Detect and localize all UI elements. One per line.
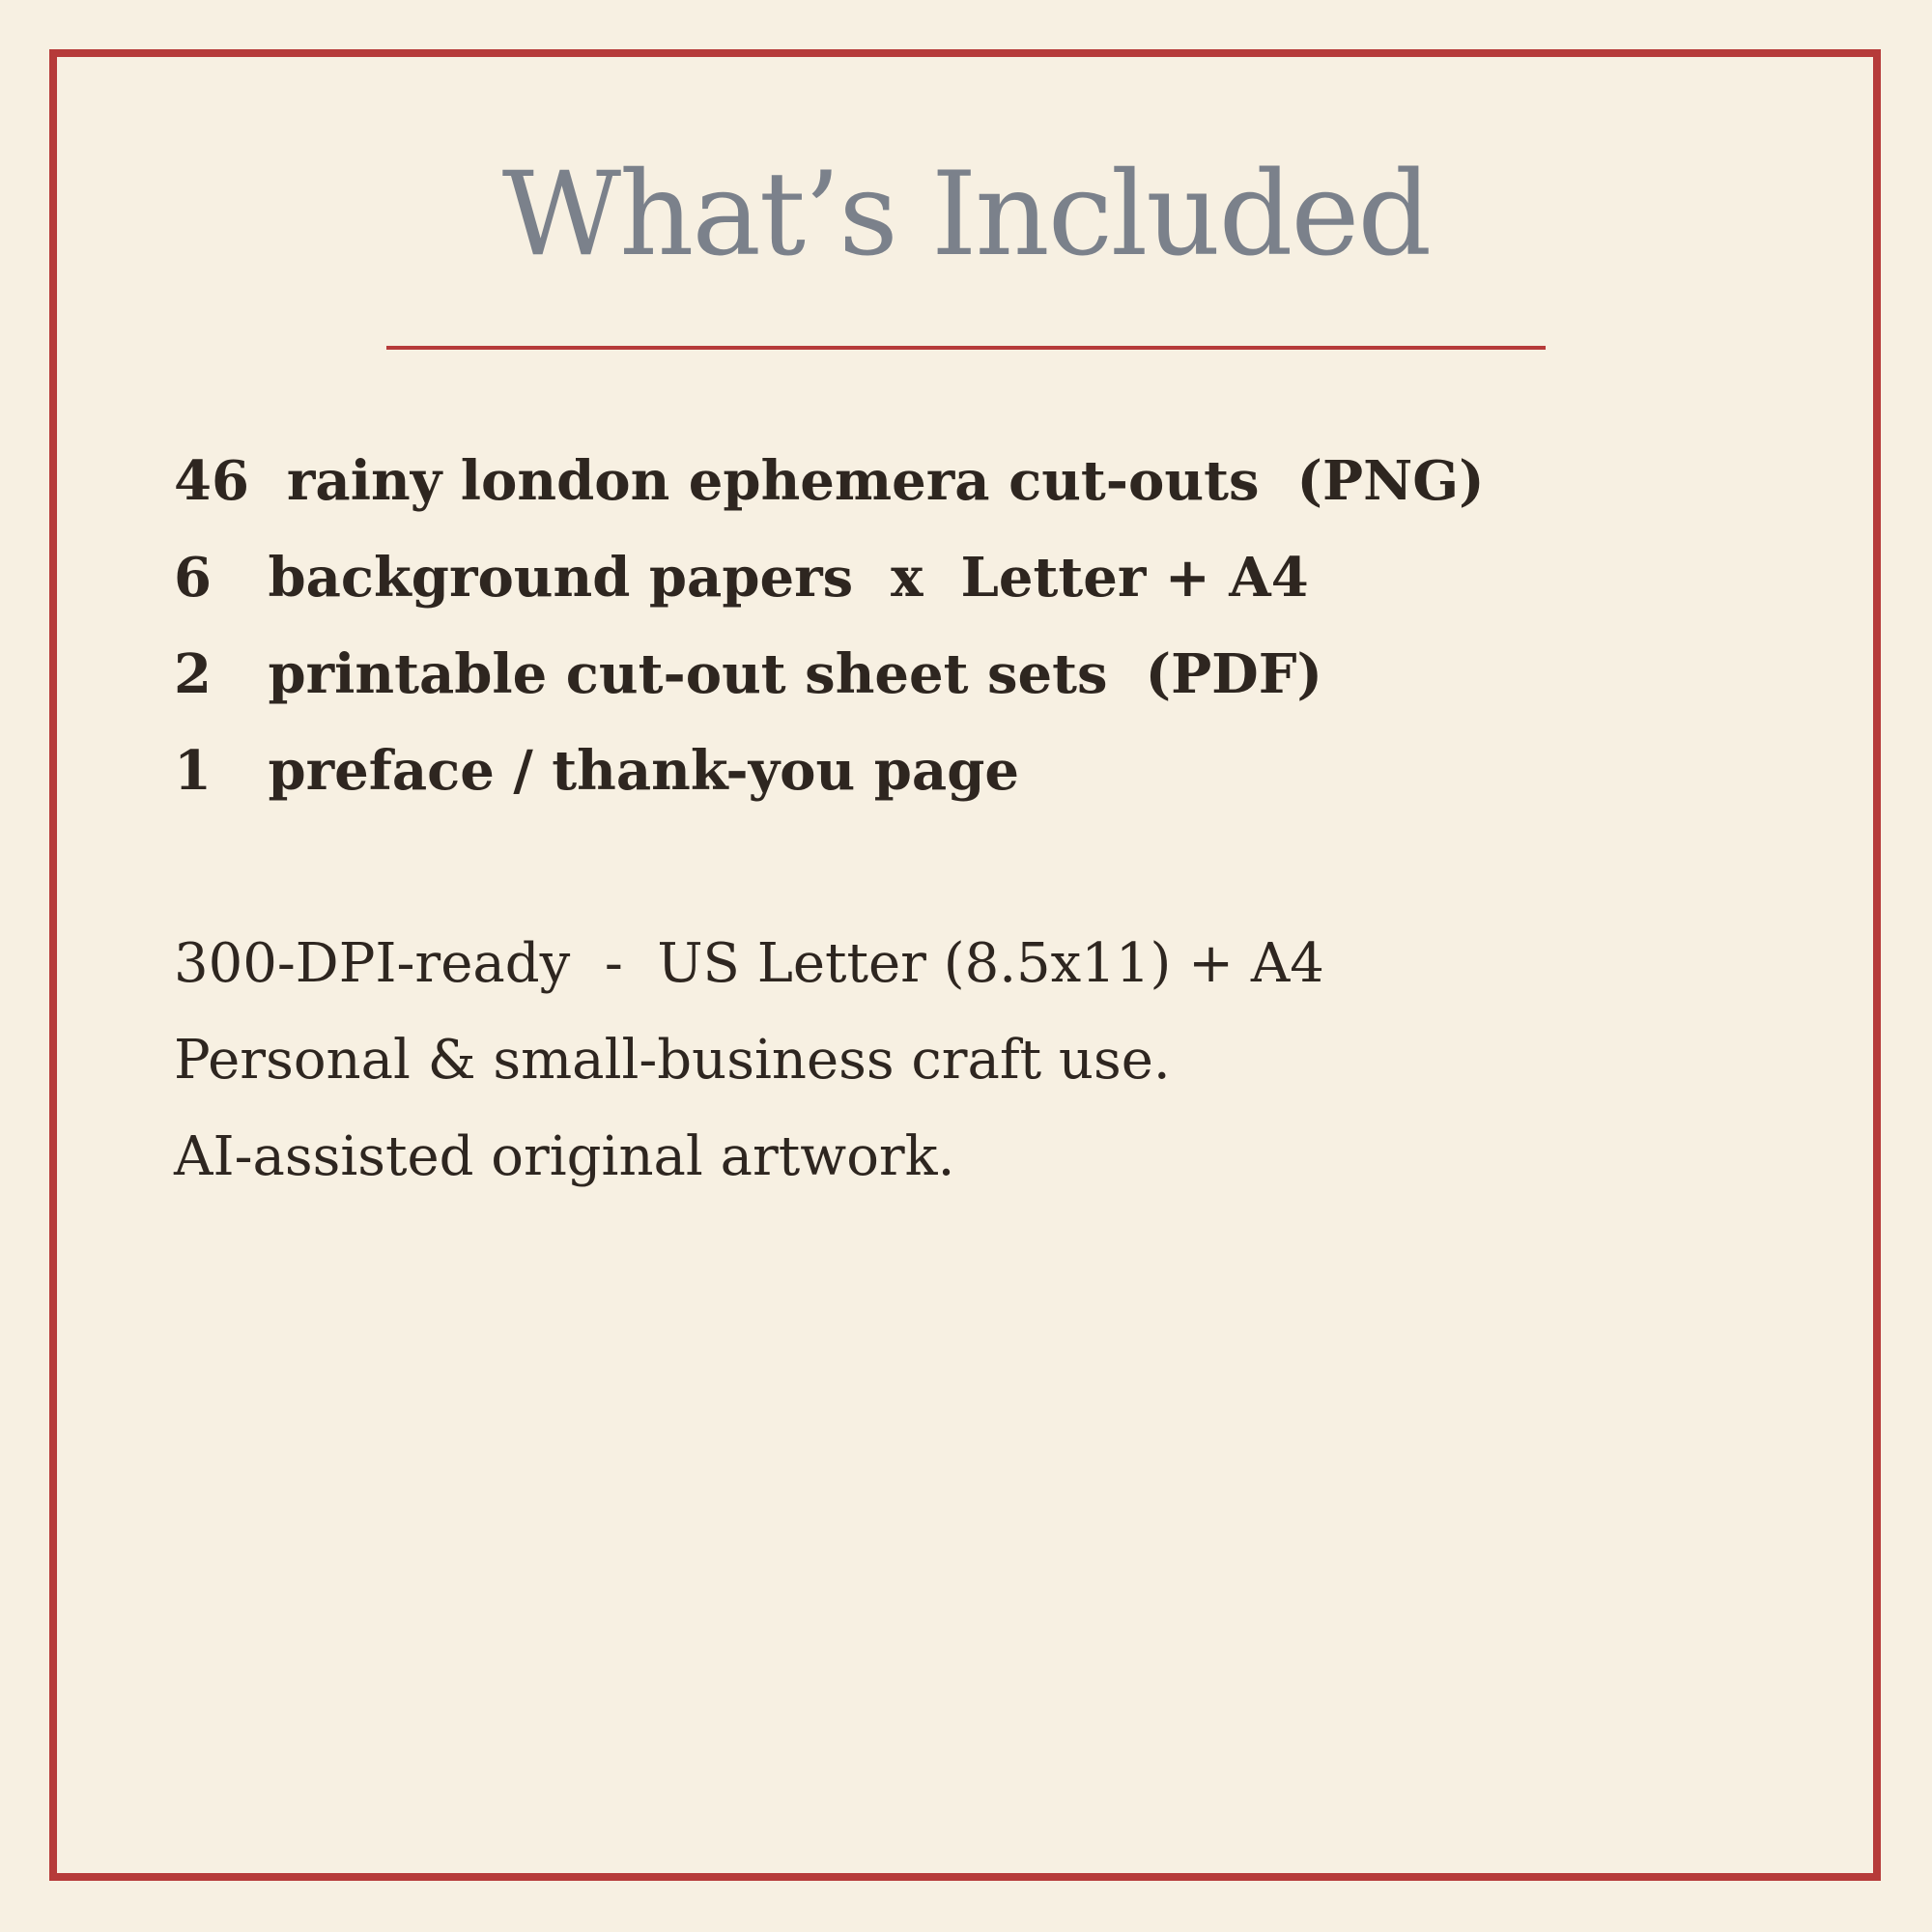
included-item: 46 rainy london ephemera cut-outs (PNG)	[174, 449, 1485, 513]
included-item: 2 printable cut-out sheet sets (PDF)	[174, 642, 1322, 706]
included-items-list	[174, 433, 1485, 819]
included-item: 1 preface / thank-you page	[174, 739, 1019, 803]
title-divider	[386, 346, 1546, 350]
note-line: Personal & small-business craft use.	[174, 1029, 1171, 1092]
note-line: AI-assisted original artwork.	[174, 1125, 955, 1188]
included-item: 6 background papers x Letter + A4	[174, 546, 1309, 610]
product-notes	[174, 916, 1324, 1206]
note-line: 300-DPI-ready - US Letter (8.5x11) + A4	[174, 932, 1324, 995]
page-title: What’s Included	[501, 148, 1431, 282]
